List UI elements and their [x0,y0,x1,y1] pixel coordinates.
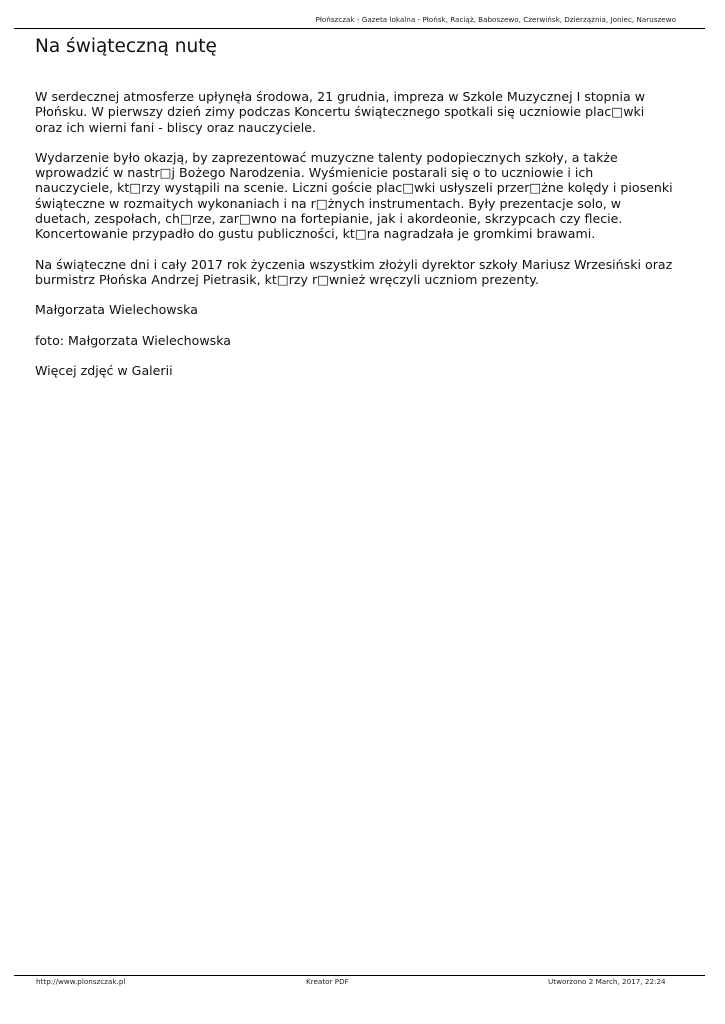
footer-created-date: Utworzono 2 March, 2017, 22:24 [548,977,666,986]
article-title: Na świąteczną nutę [35,36,217,57]
header-divider [14,28,705,29]
article-paragraph-event: Wydarzenie było okazją, by zaprezentować muzyczne talenty podopiecznych szkoły, a także wprowadzić w nastr□j Bożego Narodzenia. Wyśmienicie postarali się o to uczniowie i ich nauczyciele, kt□rzy wystąpili na scenie. Liczni goście plac□wki usłyszeli przer□żne kolędy i piosenki świąteczne w rozmaitych wykonaniach i na r□żnych instrumentach. Były prezentacje solo, w duetach, zespołach, ch□rze, zar□wno na fortepianie, jak i akordeonie, skrzypcach czy flecie. Koncertowanie przypadło do gustu publiczności, kt□ra nagradzała je gromkimi brawami. [35,149,673,242]
article-author: Małgorzata Wielechowska [35,302,198,318]
gallery-link[interactable]: Więcej zdjęć w Galerii [35,362,173,378]
article-paragraph-wishes: Na świąteczne dni i cały 2017 rok życzenia wszystkim złożyli dyrektor szkoły Mariusz Wrzesiński oraz burmistrz Płońska Andrzej Pietrasik, kt□rzy r□wnież wręczyli uczniom prezenty. [35,256,673,287]
article-paragraph-intro: W serdecznej atmosferze upłynęła środowa, 21 grudnia, impreza w Szkole Muzycznej I stopnia w Płońsku. W pierwszy dzień zimy podczas Koncertu świątecznego spotkali się uczniowie plac□wki oraz ich wierni fani - bliscy oraz nauczyciele. [35,89,645,135]
page-header: Płońszczak - Gazeta lokalna - Płońsk, Raciąż, Baboszewo, Czerwińsk, Dzierzążnia, Joniec, Naruszewo [315,15,676,24]
footer-url[interactable]: http://www.plonszczak.pl [36,977,126,986]
photo-credit: foto: Małgorzata Wielechowska [35,332,231,348]
footer-divider [14,975,705,976]
article-body [35,89,675,393]
footer-generator: Kreator PDF [306,977,349,986]
